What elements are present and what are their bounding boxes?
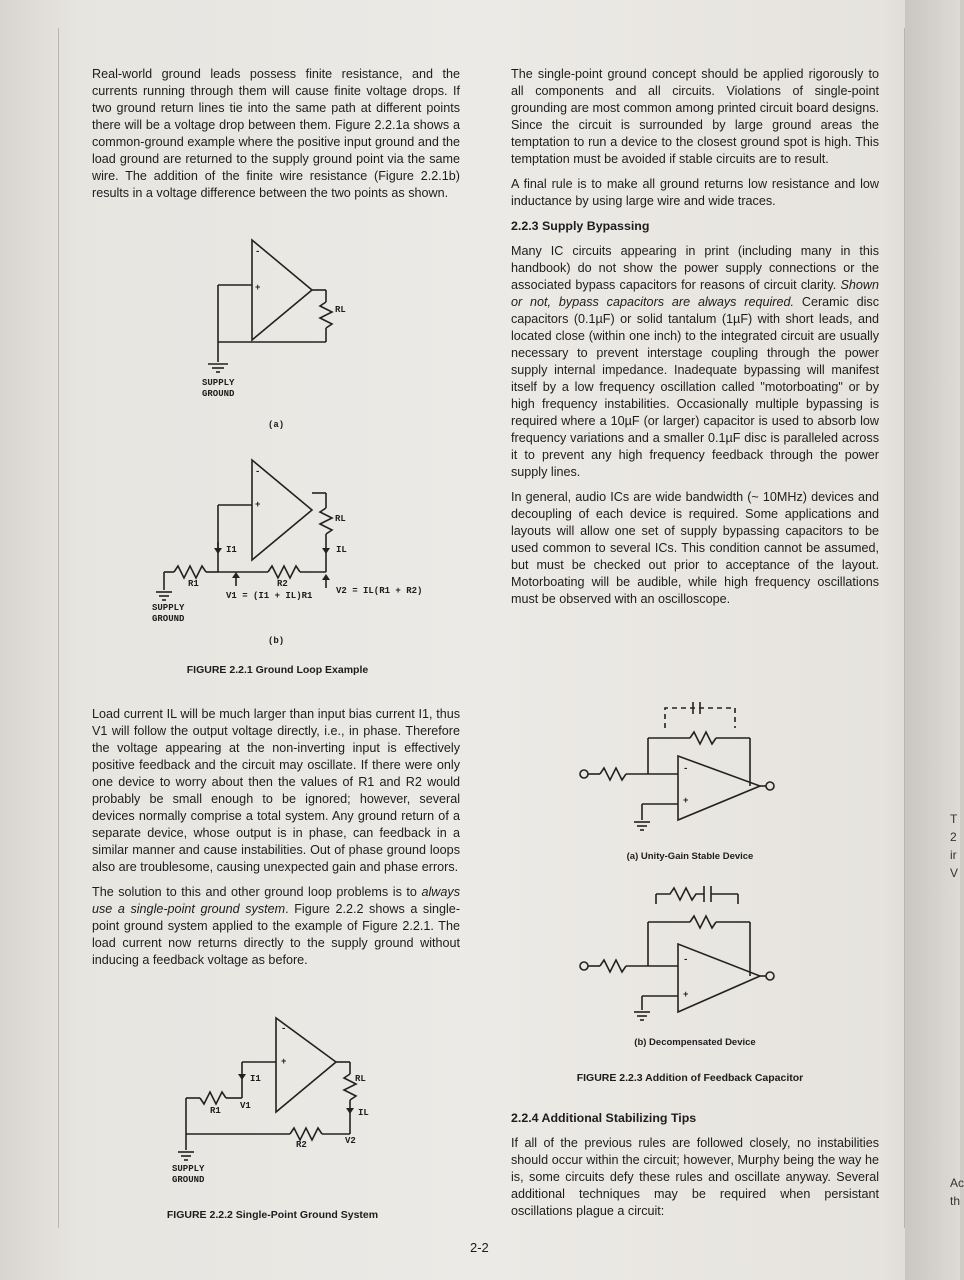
paragraph-audio-ics: In general, audio ICs are wide bandwidth (~ 10MHz) devices and decoupling of each device is required. Some applications and layouts will allow one set of supply bypassing capacitors to be used common to several ICs. This condition cannot be assumed, but must be checked out prior to acceptance of the layout. Motorboating will be audible, while high frequency oscillations must be observed with an oscilloscope. xyxy=(511,490,879,606)
ground-c-label: GROUND xyxy=(172,1175,205,1185)
r1-label: R1 xyxy=(188,579,199,589)
opamp-d-plus-label: + xyxy=(683,796,689,806)
figure-2-2-1-caption: FIGURE 2.2.1 Ground Loop Example xyxy=(186,664,369,676)
supply-c-label: SUPPLY xyxy=(172,1164,205,1174)
r2-label: R2 xyxy=(277,579,288,589)
figure-2-2-3-caption: FIGURE 2.2.3 Addition of Feedback Capacitor xyxy=(576,1072,804,1084)
paragraph-additional-tips: If all of the previous rules are followed closely, no instabilities should occur within the circuit; however, Murphy being the way he is, some circuits defy these rules and oscillate anyway. Several additional techniques may be required when persistant oscillations plague a circuit: xyxy=(511,1136,879,1218)
i1-label: I1 xyxy=(226,545,237,555)
v1-equation: V1 = (I1 + IL)R1 xyxy=(226,591,313,601)
figure-2-2-3a-caption: (a) Unity-Gain Stable Device xyxy=(626,851,754,862)
right-column-bottom xyxy=(511,1110,879,1228)
opamp-c-minus-label: - xyxy=(281,1024,287,1034)
adjacent-page-edge xyxy=(905,0,960,1280)
adjacent-page-fragment-2: 2 xyxy=(950,830,957,844)
fig-b-label: (b) xyxy=(268,636,285,646)
paragraph-single-point: The single-point ground concept should be applied rigorously to all components and all circuits. Violations of single-point grounding are most common among printed circuit board designs. Since the circuit is surrounded by large ground areas the temptation to run a device to the closest ground spot is high. This temptation must be avoided if stable circuits are to result. xyxy=(511,67,879,166)
supply-label: SUPPLY xyxy=(202,378,235,388)
paragraph-final-rule: A final rule is to make all ground returns low resistance and low inductance by using large wire and wide traces. xyxy=(511,177,879,208)
v2-c-label: V2 xyxy=(345,1136,356,1146)
il-c-label: IL xyxy=(358,1108,369,1118)
figure-2-2-1b-schematic xyxy=(150,450,423,630)
adjacent-page-fragment-1: T xyxy=(950,812,958,826)
r1-c-label: R1 xyxy=(210,1106,221,1116)
left-column-middle xyxy=(92,706,460,977)
right-column-top xyxy=(511,66,879,616)
r2-c-label: R2 xyxy=(296,1140,307,1150)
opamp-minus-label: - xyxy=(255,247,261,257)
figure-2-2-2-caption: FIGURE 2.2.2 Single-Point Ground System xyxy=(166,1209,379,1221)
v1-c-label: V1 xyxy=(240,1101,251,1111)
opamp-b-plus-label: + xyxy=(255,500,261,510)
adjacent-page-fragment-3: ir xyxy=(950,848,957,862)
v2-equation: V2 = IL(R1 + R2) xyxy=(336,586,423,596)
ground-b-label: GROUND xyxy=(152,614,185,624)
opamp-c-plus-label: + xyxy=(281,1057,287,1067)
adjacent-page-fragment-4: V xyxy=(950,866,959,880)
supply-b-label: SUPPLY xyxy=(152,603,185,613)
paragraph-bypass: Many IC circuits appearing in print (including many in this handbook) do not show the power supply connections or the associated bypass capacitors for reasons of circuit clarity. Shown or not, bypass capacitors are always required. Ceramic disc capacitors (0.1µF) or solid tantalum (1µF) with short leads, and located close (within one inch) to the integrated circuit are usually necessary to prevent interstage coupling through the power supply internal impedance. Inadequate bypassing will manifest itself by a low frequency oscillation called "motorboating" or by high frequency instabilities. Occasionally multiple bypassing is required where a 10µF (or larger) capacitor is used to absorb low frequency variations and a smaller 0.1µF disc is paralleled across it to prevent any high frequency feedback through the power supply lines. xyxy=(511,244,879,479)
figure-2-2-2-schematic xyxy=(160,1012,420,1172)
opamp-plus-label: + xyxy=(255,283,261,293)
i1-c-label: I1 xyxy=(250,1074,261,1084)
rl-label: RL xyxy=(335,305,346,315)
left-column-top xyxy=(92,66,460,210)
il-label: IL xyxy=(336,545,347,555)
paragraph-ground-leads: Real-world ground leads possess finite resistance, and the currents running through them will cause finite voltage drops. If two ground return lines tie into the same path at different points there will be a voltage drop between them. Figure 2.2.1a shows a common-ground example where the positive input ground and the load ground are returned to the supply ground point via the same wire. The addition of the finite wire resistance (Figure 2.2.1b) results in a voltage difference between the two points as shown. xyxy=(92,67,460,200)
figure-2-2-3b-schematic xyxy=(580,882,800,1027)
opamp-e-plus-label: + xyxy=(683,990,689,1000)
opamp-b-minus-label: - xyxy=(255,467,261,477)
adjacent-page-fragment-6: th xyxy=(950,1194,961,1208)
rl-c-label: RL xyxy=(355,1074,366,1084)
page-number: 2-2 xyxy=(470,1240,489,1255)
rl-b-label: RL xyxy=(335,514,346,524)
adjacent-page-fragment-5: Ac xyxy=(950,1176,964,1190)
heading-additional-tips: 2.2.4 Additional Stabilizing Tips xyxy=(511,1111,697,1125)
figure-2-2-3a-schematic xyxy=(580,700,800,840)
opamp-e-minus-label: - xyxy=(683,955,689,965)
paragraph-load-current: Load current IL will be much larger than input bias current I1, thus V1 will follow the output voltage directly, i.e., in phase. Therefore the voltage appearing at the non-inverting input is effectively positive feedback and the circuit may oscillate. If there were only one device to worry about then the values of R1 and R2 would probably be small enough to be ignored; however, several devices normally comprise a total system. Any ground return of a separate device, whose output is in phase, can feedback in a similar manner and cause instabilities. Out of phase ground loops also are troublesome, causing unexpected gain and phase errors. xyxy=(92,707,460,874)
paragraph-solution: The solution to this and other ground loop problems is to always use a single-point ground system. Figure 2.2.2 shows a single-point ground system applied to the example of Figure 2.2.1. The load current now returns directly to the supply ground without inducing a feedback voltage as before. xyxy=(92,885,461,967)
opamp-d-minus-label: - xyxy=(683,764,689,774)
fig-a-label: (a) xyxy=(268,420,285,430)
figure-2-2-3b-caption: (b) Decompensated Device xyxy=(634,1037,756,1048)
ground-label: GROUND xyxy=(202,389,235,399)
heading-supply-bypassing: 2.2.3 Supply Bypassing xyxy=(511,219,650,233)
figure-2-2-1a-schematic xyxy=(150,230,410,420)
